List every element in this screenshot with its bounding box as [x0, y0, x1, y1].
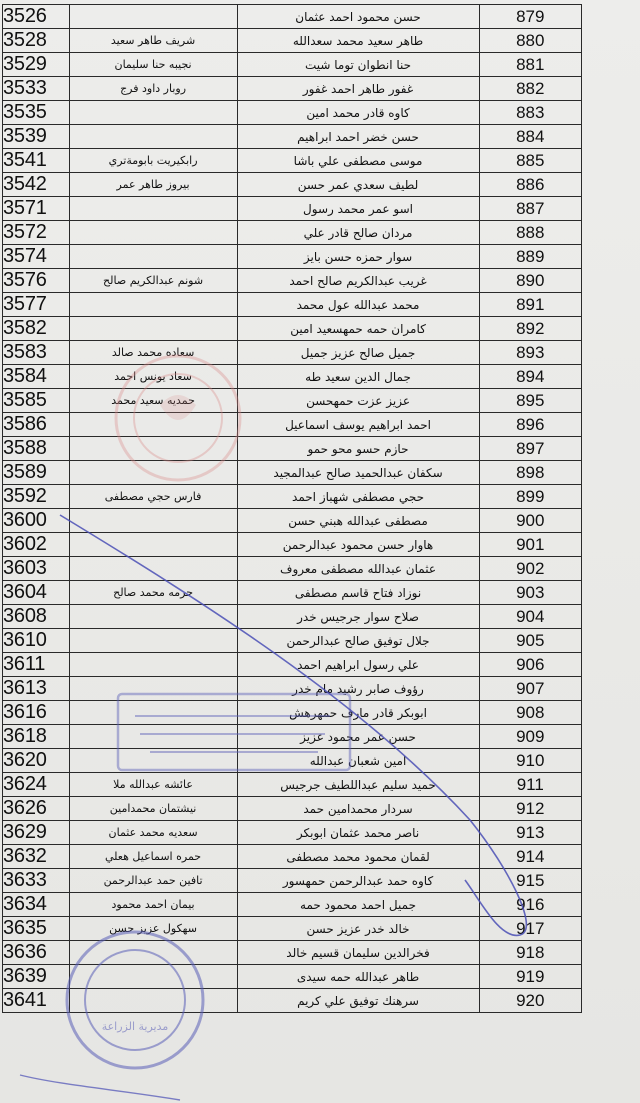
serial-number-cell: 907 [479, 677, 582, 701]
full-name-cell: مردان صالح قادر علي [237, 221, 479, 245]
relative-name-cell: سعاده محمد صالد [69, 341, 237, 365]
serial-number-cell: 893 [479, 341, 582, 365]
relative-name-cell [69, 749, 237, 773]
table-row [3, 509, 582, 533]
table-row [3, 629, 582, 653]
relative-name-cell [69, 509, 237, 533]
table-row [3, 197, 582, 221]
table-row [3, 245, 582, 269]
relative-name-cell [69, 653, 237, 677]
full-name-cell: كاوه قادر محمد امين [237, 101, 479, 125]
full-name-cell: خالد خدر عزيز حسن [237, 917, 479, 941]
table-row [3, 293, 582, 317]
full-name-cell: طاهر سعيد محمد سعدالله [237, 29, 479, 53]
table-row [3, 317, 582, 341]
pen-stroke-icon [20, 1075, 180, 1100]
serial-number-cell: 918 [479, 941, 582, 965]
code-cell: 3620 [3, 749, 70, 773]
table-row [3, 533, 582, 557]
code-cell: 3635 [3, 917, 70, 941]
blue-stamp-text: مديرية الزراعة [101, 1020, 169, 1033]
code-cell: 3624 [3, 773, 70, 797]
serial-number-cell: 890 [479, 269, 582, 293]
full-name-cell: جميل صالح عزيز جميل [237, 341, 479, 365]
full-name-cell: محمد عبدالله عول محمد [237, 293, 479, 317]
table-row [3, 149, 582, 173]
relative-name-cell: حمره اسماعيل هعلي [69, 845, 237, 869]
full-name-cell: عزيز عزت حمهحسن [237, 389, 479, 413]
table-row [3, 53, 582, 77]
table-row [3, 557, 582, 581]
code-cell: 3526 [3, 5, 70, 29]
full-name-cell: اسو عمر محمد رسول [237, 197, 479, 221]
relative-name-cell: سعديه محمد عثمان [69, 821, 237, 845]
code-cell: 3641 [3, 989, 70, 1013]
code-cell: 3592 [3, 485, 70, 509]
relative-name-cell [69, 941, 237, 965]
table-row [3, 269, 582, 293]
full-name-cell: سرهنك توفيق علي كريم [237, 989, 479, 1013]
code-cell: 3535 [3, 101, 70, 125]
code-cell: 3529 [3, 53, 70, 77]
serial-number-cell: 889 [479, 245, 582, 269]
code-cell: 3616 [3, 701, 70, 725]
table-row [3, 965, 582, 989]
full-name-cell: احمد ابراهيم يوسف اسماعيل [237, 413, 479, 437]
serial-number-cell: 909 [479, 725, 582, 749]
serial-number-cell: 911 [479, 773, 582, 797]
code-cell: 3629 [3, 821, 70, 845]
table-row [3, 221, 582, 245]
code-cell: 3588 [3, 437, 70, 461]
serial-number-cell: 880 [479, 29, 582, 53]
relative-name-cell [69, 461, 237, 485]
table-row [3, 5, 582, 29]
table-row [3, 701, 582, 725]
code-cell: 3610 [3, 629, 70, 653]
serial-number-cell: 891 [479, 293, 582, 317]
full-name-cell: علي رسول ابراهيم احمد [237, 653, 479, 677]
table-row [3, 29, 582, 53]
full-name-cell: نوزاد فتاح قاسم مصطفى [237, 581, 479, 605]
serial-number-cell: 888 [479, 221, 582, 245]
full-name-cell: حازم حسو محو حمو [237, 437, 479, 461]
relative-name-cell: حرمه محمد صالح [69, 581, 237, 605]
serial-number-cell: 913 [479, 821, 582, 845]
relative-name-cell [69, 725, 237, 749]
table-row [3, 461, 582, 485]
serial-number-cell: 897 [479, 437, 582, 461]
code-cell: 3634 [3, 893, 70, 917]
full-name-cell: سوار حمزه حسن بايز [237, 245, 479, 269]
relative-name-cell: فارس حجي مصطفى [69, 485, 237, 509]
code-cell: 3582 [3, 317, 70, 341]
full-name-cell: عثمان عبدالله مصطفى معروف [237, 557, 479, 581]
names-table [2, 4, 582, 1013]
table-row [3, 341, 582, 365]
serial-number-cell: 882 [479, 77, 582, 101]
serial-number-cell: 885 [479, 149, 582, 173]
table-row [3, 749, 582, 773]
full-name-cell: حسن خضر احمد ابراهيم [237, 125, 479, 149]
serial-number-cell: 914 [479, 845, 582, 869]
relative-name-cell [69, 533, 237, 557]
table-row [3, 485, 582, 509]
serial-number-cell: 887 [479, 197, 582, 221]
serial-number-cell: 900 [479, 509, 582, 533]
relative-name-cell: شونم عبدالكريم صالح [69, 269, 237, 293]
relative-name-cell [69, 605, 237, 629]
full-name-cell: طاهر عبدالله حمه سيدى [237, 965, 479, 989]
relative-name-cell [69, 629, 237, 653]
table-row [3, 413, 582, 437]
full-name-cell: غفور طاهر احمد غفور [237, 77, 479, 101]
code-cell: 3583 [3, 341, 70, 365]
code-cell: 3602 [3, 533, 70, 557]
relative-name-cell: سهكول عزيز حسن [69, 917, 237, 941]
table-row [3, 917, 582, 941]
table-row [3, 797, 582, 821]
relative-name-cell [69, 677, 237, 701]
serial-number-cell: 898 [479, 461, 582, 485]
relative-name-cell [69, 701, 237, 725]
full-name-cell: امين شعبان عبدالله [237, 749, 479, 773]
full-name-cell: رؤوف صابر رشيد مام خدر [237, 677, 479, 701]
full-name-cell: ناصر محمد عثمان ابوبكر [237, 821, 479, 845]
serial-number-cell: 905 [479, 629, 582, 653]
full-name-cell: سردار محمدامين حمد [237, 797, 479, 821]
table-row [3, 773, 582, 797]
full-name-cell: ابوبكر قادر مارف حمهرهش [237, 701, 479, 725]
table-row [3, 845, 582, 869]
table-row [3, 389, 582, 413]
serial-number-cell: 919 [479, 965, 582, 989]
code-cell: 3541 [3, 149, 70, 173]
full-name-cell: صلاح سوار جرجيس خدر [237, 605, 479, 629]
code-cell: 3618 [3, 725, 70, 749]
code-cell: 3613 [3, 677, 70, 701]
table-row [3, 365, 582, 389]
full-name-cell: جلال توفيق صالح عبدالرحمن [237, 629, 479, 653]
full-name-cell: حجي مصطفى شهباز احمد [237, 485, 479, 509]
full-name-cell: حنا انطوان توما شيت [237, 53, 479, 77]
full-name-cell: جميل احمد محمود حمه [237, 893, 479, 917]
code-cell: 3528 [3, 29, 70, 53]
serial-number-cell: 895 [479, 389, 582, 413]
serial-number-cell: 901 [479, 533, 582, 557]
serial-number-cell: 892 [479, 317, 582, 341]
full-name-cell: غريب عبدالكريم صالح احمد [237, 269, 479, 293]
code-cell: 3589 [3, 461, 70, 485]
full-name-cell: كامران حمه حمهسعيد امين [237, 317, 479, 341]
table-row [3, 725, 582, 749]
relative-name-cell [69, 557, 237, 581]
serial-number-cell: 884 [479, 125, 582, 149]
table-row [3, 989, 582, 1013]
full-name-cell: لقمان محمود محمد مصطفى [237, 845, 479, 869]
table-body [3, 5, 582, 1013]
code-cell: 3604 [3, 581, 70, 605]
relative-name-cell: عائشه عبدالله ملا [69, 773, 237, 797]
serial-number-cell: 896 [479, 413, 582, 437]
full-name-cell: لطيف سعدي عمر حسن [237, 173, 479, 197]
relative-name-cell [69, 197, 237, 221]
code-cell: 3571 [3, 197, 70, 221]
table-row [3, 653, 582, 677]
relative-name-cell [69, 293, 237, 317]
code-cell: 3603 [3, 557, 70, 581]
relative-name-cell: تافين حمد عبدالرحمن [69, 869, 237, 893]
code-cell: 3574 [3, 245, 70, 269]
full-name-cell: حسن محمود احمد عثمان [237, 5, 479, 29]
relative-name-cell: نجيبه حنا سليمان [69, 53, 237, 77]
table-row [3, 941, 582, 965]
code-cell: 3626 [3, 797, 70, 821]
serial-number-cell: 904 [479, 605, 582, 629]
code-cell: 3576 [3, 269, 70, 293]
full-name-cell: موسى مصطفى علي باشا [237, 149, 479, 173]
table-row [3, 125, 582, 149]
code-cell: 3639 [3, 965, 70, 989]
table-row [3, 101, 582, 125]
code-cell: 3632 [3, 845, 70, 869]
relative-name-cell: سعاد يونس احمد [69, 365, 237, 389]
code-cell: 3585 [3, 389, 70, 413]
serial-number-cell: 908 [479, 701, 582, 725]
serial-number-cell: 883 [479, 101, 582, 125]
serial-number-cell: 915 [479, 869, 582, 893]
relative-name-cell: نيشتمان محمدامين [69, 797, 237, 821]
relative-name-cell [69, 989, 237, 1013]
table-row [3, 893, 582, 917]
full-name-cell: مصطفى عبدالله هبني حسن [237, 509, 479, 533]
full-name-cell: كاوه حمد عبدالرحمن حمهسور [237, 869, 479, 893]
serial-number-cell: 920 [479, 989, 582, 1013]
code-cell: 3586 [3, 413, 70, 437]
relative-name-cell [69, 101, 237, 125]
code-cell: 3539 [3, 125, 70, 149]
relative-name-cell: رابكيريت بابومةتري [69, 149, 237, 173]
relative-name-cell [69, 965, 237, 989]
code-cell: 3584 [3, 365, 70, 389]
serial-number-cell: 886 [479, 173, 582, 197]
serial-number-cell: 881 [479, 53, 582, 77]
serial-number-cell: 903 [479, 581, 582, 605]
serial-number-cell: 879 [479, 5, 582, 29]
relative-name-cell [69, 245, 237, 269]
full-name-cell: فخرالدين سليمان قسيم خالد [237, 941, 479, 965]
full-name-cell: سكفان عبدالحميد صالح عبدالمجيد [237, 461, 479, 485]
table-row [3, 605, 582, 629]
code-cell: 3542 [3, 173, 70, 197]
serial-number-cell: 894 [479, 365, 582, 389]
code-cell: 3600 [3, 509, 70, 533]
serial-number-cell: 899 [479, 485, 582, 509]
serial-number-cell: 916 [479, 893, 582, 917]
table-row [3, 821, 582, 845]
table-row [3, 437, 582, 461]
full-name-cell: حسن عمر محمود عزيز [237, 725, 479, 749]
relative-name-cell: روبار داود فرج [69, 77, 237, 101]
serial-number-cell: 906 [479, 653, 582, 677]
serial-number-cell: 917 [479, 917, 582, 941]
table-row [3, 173, 582, 197]
relative-name-cell: حمديه سعيد محمد [69, 389, 237, 413]
full-name-cell: جمال الدين سعيد طه [237, 365, 479, 389]
relative-name-cell: بيروز طاهر عمر [69, 173, 237, 197]
code-cell: 3577 [3, 293, 70, 317]
code-cell: 3608 [3, 605, 70, 629]
table-row [3, 677, 582, 701]
code-cell: 3611 [3, 653, 70, 677]
relative-name-cell: بيمان احمد محمود [69, 893, 237, 917]
code-cell: 3572 [3, 221, 70, 245]
table-row [3, 77, 582, 101]
full-name-cell: هاوار حسن محمود عبدالرحمن [237, 533, 479, 557]
serial-number-cell: 902 [479, 557, 582, 581]
code-cell: 3633 [3, 869, 70, 893]
relative-name-cell [69, 221, 237, 245]
relative-name-cell [69, 317, 237, 341]
serial-number-cell: 912 [479, 797, 582, 821]
relative-name-cell [69, 5, 237, 29]
relative-name-cell [69, 413, 237, 437]
code-cell: 3533 [3, 77, 70, 101]
code-cell: 3636 [3, 941, 70, 965]
relative-name-cell [69, 125, 237, 149]
table-row [3, 581, 582, 605]
relative-name-cell: شريف طاهر سعيد [69, 29, 237, 53]
table-row [3, 869, 582, 893]
relative-name-cell [69, 437, 237, 461]
serial-number-cell: 910 [479, 749, 582, 773]
full-name-cell: حميد سليم عبداللطيف جرجيس [237, 773, 479, 797]
